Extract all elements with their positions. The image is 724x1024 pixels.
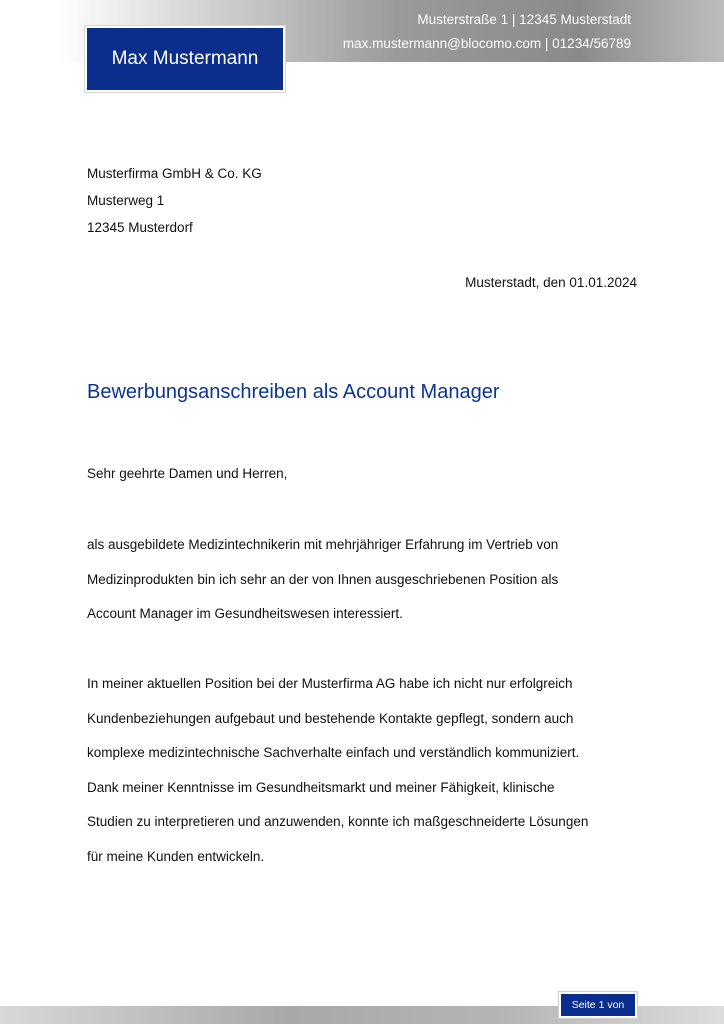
sender-name: Max Mustermann [111,48,259,69]
paragraph-line: Account Manager im Gesundheitswesen interessiert. [87,606,403,622]
recipient-address [87,160,262,241]
paragraph-line: Dank meiner Kenntnisse im Gesundheitsmarkt und meiner Fähigkeit, klinische [87,779,555,795]
paragraph-line: komplexe medizintechnische Sachverhalte einfach und verständlich kommuniziert. [87,745,580,761]
recipient-company: Musterfirma GmbH & Co. KG [87,166,262,181]
paragraph-line: als ausgebildete Medizintechnikerin mit mehrjähriger Erfahrung im Vertrieb von [87,537,559,552]
paragraph-line: Studien zu interpretieren und anzuwenden, konnte ich maßgeschneiderte Lösungen [87,814,589,830]
salutation: Sehr geehrte Damen und Herren, [87,466,288,481]
sender-contact: max.mustermann@blocomo.com | 01234/56789 [342,36,631,51]
paragraph-line: Kundenbeziehungen aufgebaut und bestehende Kontakte gepflegt, sondern auch [87,710,574,726]
recipient-city: 12345 Musterdorf [87,220,193,235]
letter-date: Musterstadt, den 01.01.2024 [465,275,637,290]
letter-subject: Bewerbungsanschreiben als Account Manager [87,381,500,403]
paragraph-line: Medizinprodukten bin ich sehr an der von Ihnen ausgeschriebenen Position als [87,571,559,587]
recipient-street: Musterweg 1 [87,193,165,208]
sender-address: Musterstraße 1 | 12345 Musterstadt [417,12,631,27]
paragraph-1 [87,528,647,632]
sender-name-box [85,26,285,92]
paragraph-line: In meiner aktuellen Position bei der Musterfirma AG habe ich nicht nur erfolgreich [87,676,573,691]
paragraph-line: für meine Kunden entwickeln. [87,848,265,864]
paragraph-2 [87,667,647,875]
page-number-box [559,992,637,1018]
page-number: Seite 1 von [571,999,625,1011]
